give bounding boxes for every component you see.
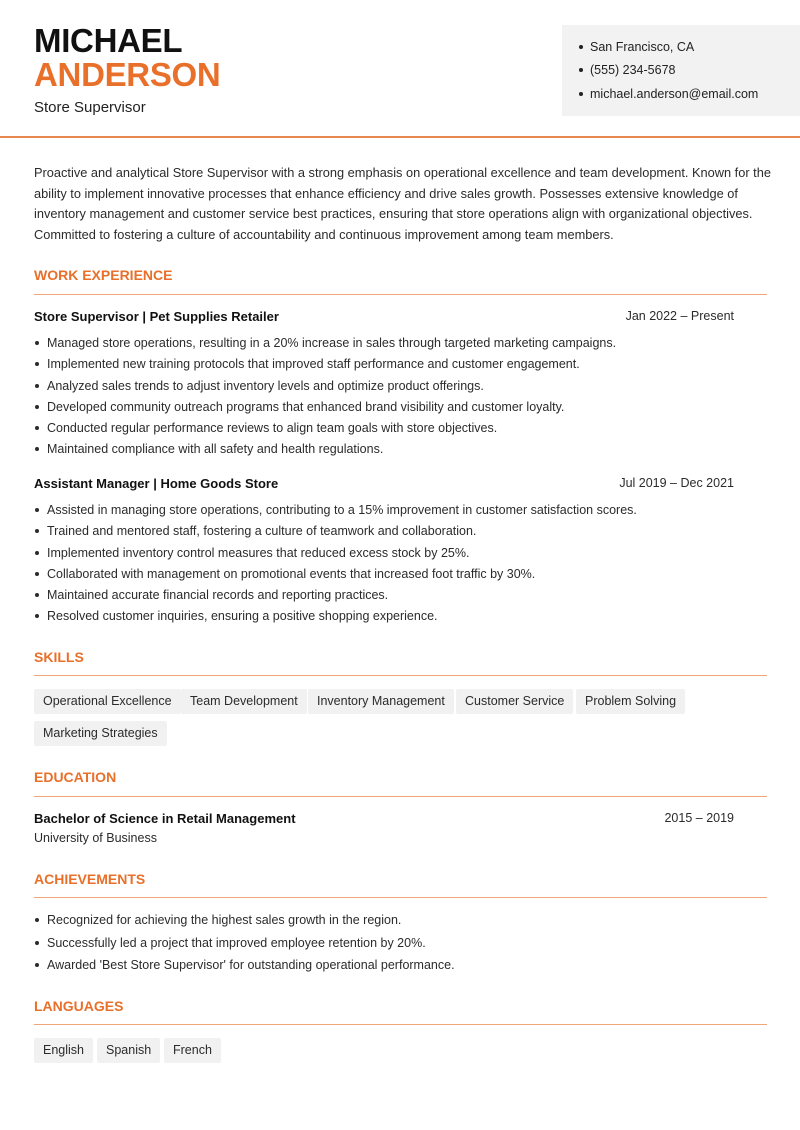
list-item: Analyzed sales trends to adjust inventory levels and optimize product offerings. <box>34 378 767 399</box>
education-dates: 2015 – 2019 <box>664 811 734 825</box>
section-divider <box>34 1024 767 1025</box>
job-heading <box>34 476 767 491</box>
job-dates: Jan 2022 – Present <box>625 309 734 323</box>
language-chip: Spanish <box>97 1038 160 1063</box>
skill-chip: Problem Solving <box>576 689 685 714</box>
section-title-achievements: ACHIEVEMENTS <box>34 871 146 887</box>
profile-summary: Proactive and analytical Store Supervisor with a strong emphasis on operational excellence and team development. Known for the ability to implement innovative processes that enhance efficiency and drive sales growth. Possesses extensive knowledge of inventory management and customer service best practices, ensuring that store operations align with organizational objectives. Committed to fostering a culture of accountability and continuous improvement among team members. <box>34 165 771 243</box>
job-heading-text: Assistant Manager | Home Goods Store <box>34 476 279 491</box>
section-title-skills: SKILLS <box>34 649 84 665</box>
achievement-list <box>34 912 767 980</box>
list-item: Resolved customer inquiries, ensuring a positive shopping experience. <box>34 608 767 629</box>
list-item: Maintained accurate financial records and reporting practices. <box>34 587 767 608</box>
job-bullets <box>34 335 767 463</box>
skill-chip: Team Development <box>181 689 307 714</box>
list-item: Implemented new training protocols that improved staff performance and customer engagement. <box>34 356 767 377</box>
section-divider <box>34 796 767 797</box>
list-item: Assisted in managing store operations, contributing to a 15% improvement in customer satisfaction scores. <box>34 502 767 523</box>
list-item: Successfully led a project that improved employee retention by 20%. <box>34 935 767 958</box>
list-item: Conducted regular performance reviews to align team goals with store objectives. <box>34 420 767 441</box>
contact-box <box>562 25 800 116</box>
list-item: Collaborated with management on promotional events that increased foot traffic by 30%. <box>34 566 767 587</box>
list-item: Maintained compliance with all safety and health regulations. <box>34 441 767 462</box>
contact-phone: (555) 234-5678 <box>579 61 800 84</box>
section-title-education: EDUCATION <box>34 769 117 785</box>
degree: Bachelor of Science in Retail Management <box>34 811 296 826</box>
section-title-languages: LANGUAGES <box>34 998 124 1014</box>
list-item: Trained and mentored staff, fostering a culture of teamwork and collaboration. <box>34 523 767 544</box>
last-name: ANDERSON <box>34 56 221 93</box>
school-name: University of Business <box>34 831 157 845</box>
job-heading-text: Store Supervisor | Pet Supplies Retailer <box>34 309 279 324</box>
section-title-work: WORK EXPERIENCE <box>34 267 173 283</box>
contact-list <box>562 25 800 108</box>
skill-chip: Marketing Strategies <box>34 721 167 746</box>
list-item: Awarded 'Best Store Supervisor' for outstanding operational performance. <box>34 957 767 980</box>
job-title: Store Supervisor <box>34 99 146 116</box>
skill-chip: Inventory Management <box>308 689 454 714</box>
language-chip: English <box>34 1038 93 1063</box>
contact-location: San Francisco, CA <box>579 38 800 61</box>
resume-header <box>0 0 800 138</box>
list-item: Managed store operations, resulting in a 20% increase in sales through targeted marketing campaigns. <box>34 335 767 356</box>
job-heading <box>34 309 767 324</box>
list-item: Developed community outreach programs that enhanced brand visibility and customer loyalty. <box>34 399 767 420</box>
education-heading <box>34 811 767 826</box>
list-item: Implemented inventory control measures that reduced excess stock by 25%. <box>34 545 767 566</box>
contact-email: michael.anderson@email.com <box>579 85 800 108</box>
skill-chip: Customer Service <box>456 689 573 714</box>
section-divider <box>34 897 767 898</box>
skill-chip: Operational Excellence <box>34 689 181 714</box>
list-item: Recognized for achieving the highest sales growth in the region. <box>34 912 767 935</box>
job-bullets <box>34 502 767 630</box>
job-dates: Jul 2019 – Dec 2021 <box>619 476 734 490</box>
section-divider <box>34 294 767 295</box>
section-divider <box>34 675 767 676</box>
first-name: MICHAEL <box>34 22 183 59</box>
language-chip: French <box>164 1038 221 1063</box>
